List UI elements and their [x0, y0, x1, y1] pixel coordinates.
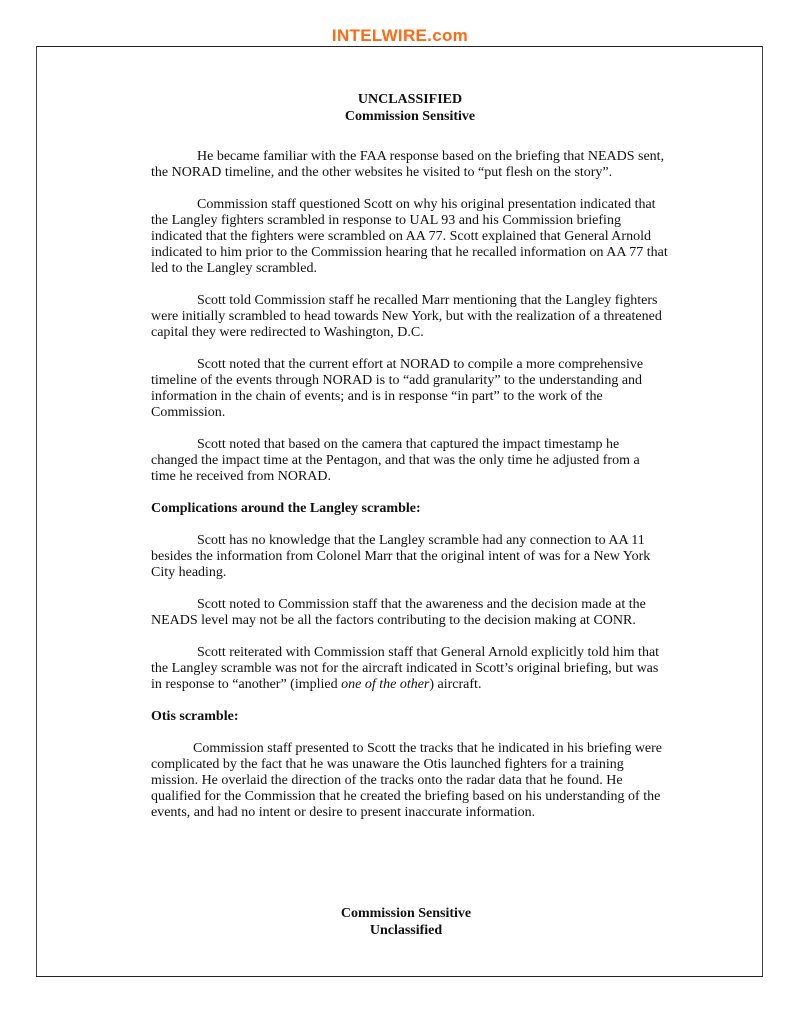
arnold-text-italic: one of the other [341, 677, 430, 692]
classification-footer [150, 905, 662, 939]
paragraph-marr-new-york: Scott told Commission staff he recalled Marr mentioning that the Langley fighters were initially scrambled to head towards New York, but with the realization of a threatened capital they were redirected to Washington, D.C. [151, 293, 662, 340]
classification-header [150, 91, 670, 125]
paragraph-arnold-reiterated [151, 645, 668, 693]
page-border-bottom [36, 976, 763, 977]
document-body [151, 149, 668, 837]
arnold-text-before: Scott reiterated with Commission staff that General Arnold explicitly told him that the Langley scramble was not for the aircraft indicated in Scott’s original briefing, but was in response to “another” (implied [151, 645, 660, 692]
footer-sensitivity: Commission Sensitive [340, 906, 472, 921]
paragraph-aa11-connection: Scott has no knowledge that the Langley scramble had any connection to AA 11 besides the information from Colonel Marr that the original intent of was for a New York City heading. [151, 533, 651, 580]
heading-langley-scramble: Complications around the Langley scramble: [151, 501, 421, 516]
header-classification: UNCLASSIFIED [357, 92, 463, 107]
heading-otis-scramble: Otis scramble: [151, 709, 239, 724]
arnold-text-after: ) aircraft. [429, 677, 482, 692]
page-border-right [762, 46, 763, 977]
paragraph-faa-response: He became familiar with the FAA response based on the briefing that NEADS sent, the NORAD timeline, and the other websites he visited to “put flesh on the story”. [151, 149, 665, 180]
paragraph-otis-tracks: Commission staff presented to Scott the tracks that he indicated in his briefing were complicated by the fact that he was unaware the Otis launched fighters for a training mission. He overlaid the direction of the tracks onto the radar data that he found. He qualified for the Commission that he created the briefing based on his understanding of the events, and had no intent or desire to present inaccurate information. [151, 741, 663, 820]
paragraph-neads-awareness: Scott noted to Commission staff that the awareness and the decision made at the NEADS level may not be all the factors contributing to the decision making at CONR. [151, 597, 646, 628]
footer-classification: Unclassified [369, 923, 443, 938]
page-border-top [36, 46, 763, 47]
page-border-left [36, 46, 37, 977]
paragraph-pentagon-impact: Scott noted that based on the camera that captured the impact timestamp he changed the impact time at the Pentagon, and that was the only time he adjusted from a time he received from NORAD. [151, 437, 640, 484]
header-sensitivity: Commission Sensitive [344, 109, 476, 124]
paragraph-norad-timeline: Scott noted that the current effort at NORAD to compile a more comprehensive timeline of the events through NORAD is to “add granularity” to the understanding and information in the chain of events; and is in response “in part” to the work of the Commission. [151, 357, 644, 420]
paragraph-original-presentation: Commission staff questioned Scott on why his original presentation indicated that the Langley fighters scrambled in response to UAL 93 and his Commission briefing indicated that the fighters were scrambled on AA 77. Scott explained that General Arnold indicated to him prior to the Commission hearing that he recalled information on AA 77 that led to the Langley scrambled. [151, 197, 668, 276]
intelwire-watermark: INTELWIRE.com [331, 26, 469, 45]
